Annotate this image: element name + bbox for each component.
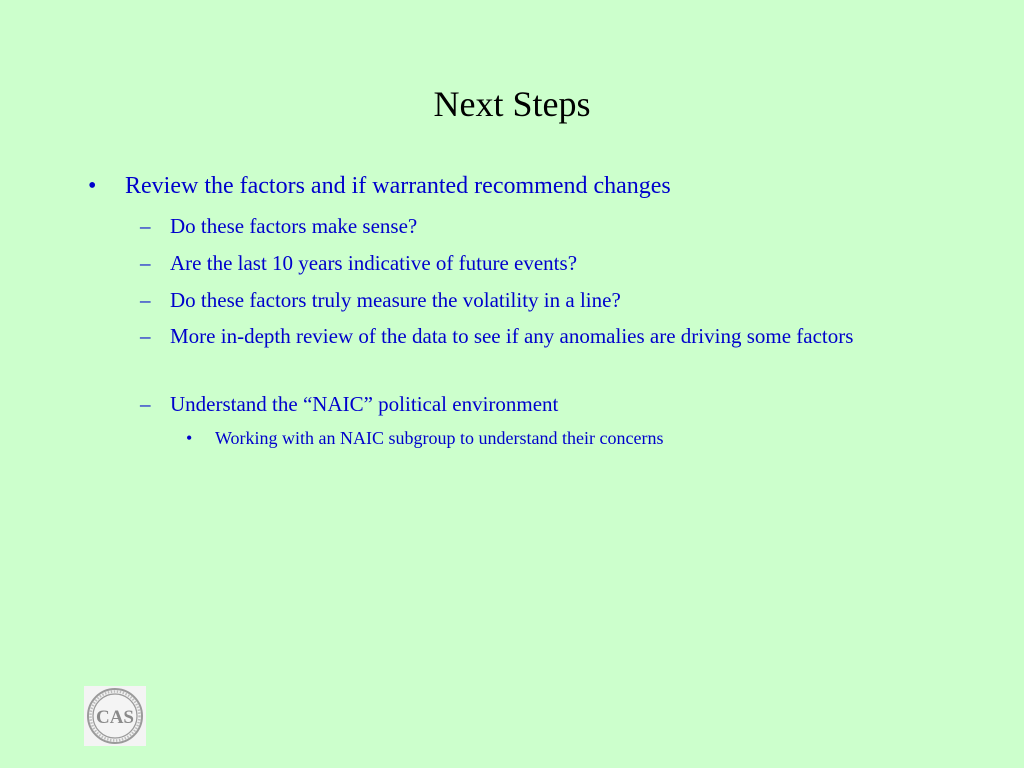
main-bullet-text: Review the factors and if warranted recommend changes	[125, 173, 671, 199]
sub-sub-item-text: Working with an NAIC subgroup to understand their concerns	[215, 428, 664, 448]
dash-marker: –	[140, 392, 151, 416]
slide-title: Next Steps	[433, 84, 591, 124]
cas-seal-logo	[84, 686, 146, 746]
cas-seal-icon	[84, 686, 146, 746]
sub-item-text: Understand the “NAIC” political environment	[170, 392, 559, 416]
bullet-marker: •	[186, 428, 193, 448]
sub-item-text: Do these factors truly measure the volatility in a line?	[170, 288, 621, 312]
sub-item-text: More in-depth review of the data to see if any anomalies are driving some factors	[170, 324, 854, 348]
sub-item-text: Are the last 10 years indicative of future events?	[170, 251, 578, 275]
dash-marker: –	[140, 251, 151, 275]
dash-marker: –	[140, 214, 151, 238]
dash-marker: –	[140, 288, 151, 312]
dash-marker: –	[140, 324, 151, 348]
bullet-marker: •	[88, 173, 97, 199]
svg-text:CAS: CAS	[95, 707, 135, 728]
sub-item-text: Do these factors make sense?	[170, 214, 418, 238]
